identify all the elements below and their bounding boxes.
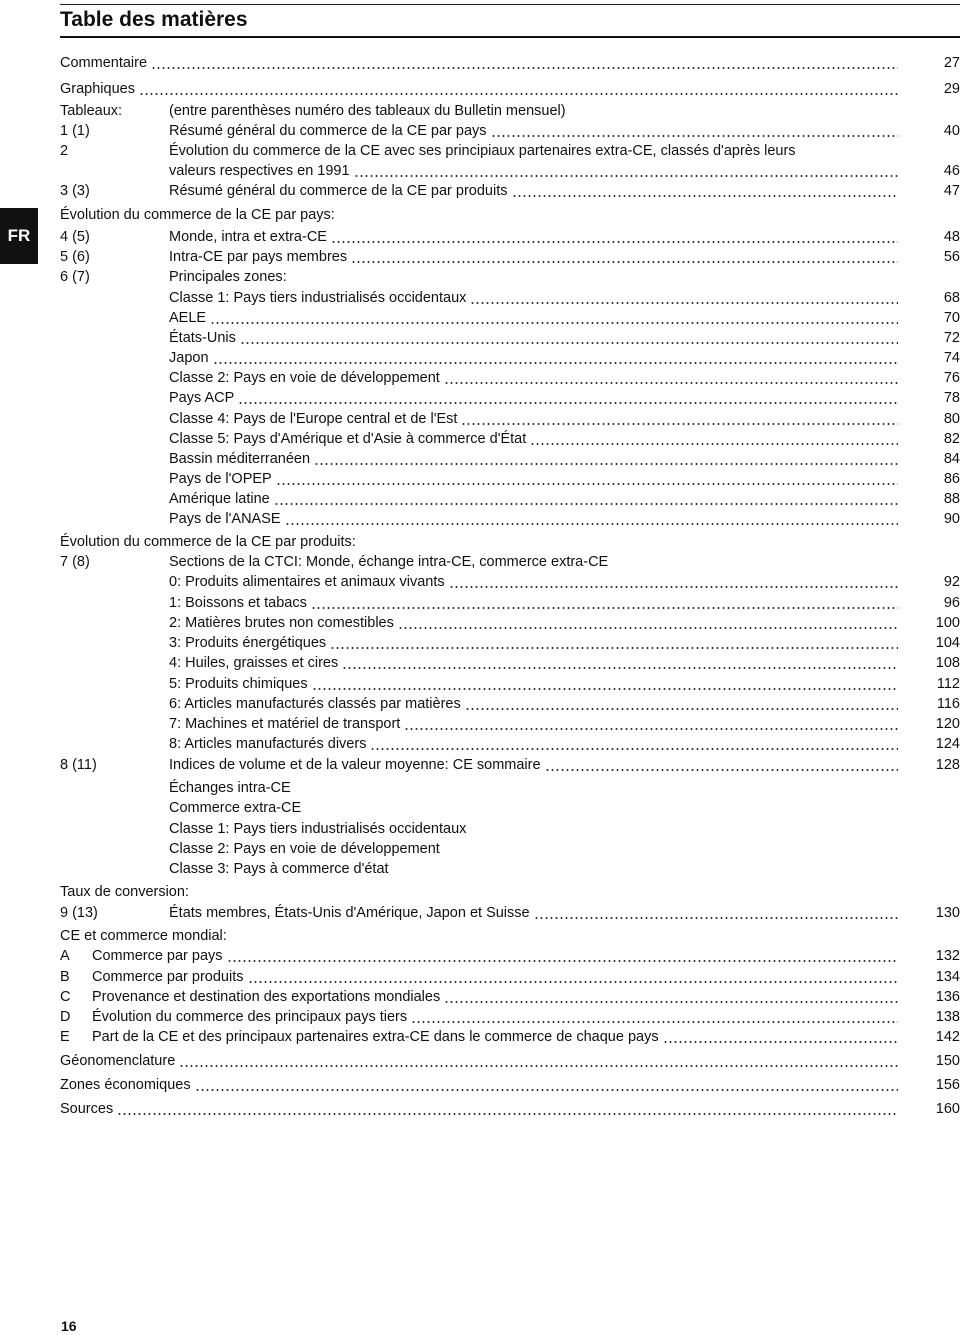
dot-leader: [227, 960, 898, 962]
toc-entry: [60, 448, 960, 470]
toc-entry: [60, 160, 960, 182]
toc-entry-page: 80: [943, 411, 960, 427]
toc-entry-label: Classe 2: Pays en voie de développement: [169, 841, 440, 857]
dot-leader: [330, 647, 898, 649]
toc-entry-label: Bassin méditerranéen: [169, 451, 311, 467]
toc-entry-number: 1 (1): [60, 123, 90, 139]
toc-entry-page: 132: [935, 948, 960, 964]
toc-entry-label: 8: Articles manufacturés divers: [169, 736, 367, 752]
toc-entry: [60, 307, 960, 329]
toc-entry: [60, 78, 960, 100]
toc-entry-number: Tableaux:: [60, 103, 123, 119]
toc-entry: [60, 428, 960, 450]
toc-entry: [60, 592, 960, 614]
toc-entry: [60, 226, 960, 248]
toc-entry-number: Évolution du commerce de la CE par produits:: [60, 534, 356, 550]
dot-leader: [210, 322, 898, 324]
dot-leader: [285, 523, 898, 525]
toc-entry: [60, 986, 960, 1008]
dot-leader: [444, 1001, 898, 1003]
toc-entry: [60, 733, 960, 755]
toc-entry: [60, 347, 960, 369]
toc-entry-label: États-Unis: [169, 330, 236, 346]
toc-entry-label: Intra-CE par pays membres: [169, 249, 348, 265]
dot-leader: [398, 627, 898, 629]
toc-entry: [60, 1098, 960, 1120]
toc-entry-number: C: [60, 989, 71, 1005]
dot-leader: [512, 195, 898, 197]
toc-entry: [60, 408, 960, 430]
toc-entry-page: 78: [943, 390, 960, 406]
dot-leader: [240, 342, 898, 344]
toc-entry-page: 124: [935, 736, 960, 752]
toc-entry: [60, 52, 960, 74]
toc-entry-label: Échanges intra-CE: [169, 780, 291, 796]
toc-entry: [60, 1026, 960, 1048]
toc-entry-number: Taux de conversion:: [60, 884, 189, 900]
toc-entry-label: Résumé général du commerce de la CE par produits: [169, 183, 508, 199]
toc-entry-page: 156: [935, 1077, 960, 1093]
toc-entry-page: 84: [943, 451, 960, 467]
dot-leader: [248, 981, 898, 983]
toc-entry: [60, 508, 960, 530]
page-title: Table des matières: [60, 8, 248, 31]
toc-entry: [60, 902, 960, 924]
toc-entry: [60, 246, 960, 268]
toc-entry: [60, 925, 960, 947]
toc-entry-label: Pays de l'OPEP: [169, 471, 272, 487]
dot-leader: [370, 748, 898, 750]
toc-entry: [60, 551, 960, 573]
toc-entry-label: Pays ACP: [169, 390, 235, 406]
dot-leader: [444, 382, 898, 384]
toc-entry-number: 9 (13): [60, 905, 98, 921]
toc-entry-label: 5: Produits chimiques: [169, 676, 308, 692]
toc-entry: [60, 693, 960, 715]
dot-leader: [411, 1021, 898, 1023]
toc-entry-page: 112: [936, 676, 960, 692]
dot-leader: [151, 67, 898, 69]
toc-entry-label: 7: Machines et matériel de transport: [169, 716, 401, 732]
toc-entry-number: 6 (7): [60, 269, 90, 285]
toc-entry-page: 120: [935, 716, 960, 732]
dot-leader: [534, 917, 898, 919]
dot-leader: [470, 302, 898, 304]
dot-leader: [449, 586, 898, 588]
toc-entry: [60, 1050, 960, 1072]
toc-entry-label: AELE: [169, 310, 207, 326]
toc-entry: [60, 612, 960, 634]
dot-leader: [491, 135, 898, 137]
toc-entry: [60, 945, 960, 967]
toc-entry: [60, 571, 960, 593]
dot-leader: [117, 1113, 898, 1115]
dot-leader: [331, 241, 898, 243]
toc-entry-page: 76: [943, 370, 960, 386]
toc-entry: [60, 673, 960, 695]
toc-entry-page: 92: [943, 574, 960, 590]
toc-entry-number: 2: [60, 143, 69, 159]
dot-leader: [195, 1089, 898, 1091]
dot-leader: [465, 708, 898, 710]
toc-entry-number: B: [60, 969, 70, 985]
toc-entry-page: 138: [935, 1009, 960, 1025]
toc-entry-label: 3: Produits énergétiques: [169, 635, 327, 651]
dot-leader: [213, 362, 898, 364]
toc-entry-page: 116: [936, 696, 960, 712]
toc-entry-page: 56: [943, 249, 960, 265]
toc-entry-label: (entre parenthèses numéro des tableaux du Bulletin mensuel): [169, 103, 566, 119]
toc-entry-page: 40: [943, 123, 960, 139]
toc-entry: [60, 367, 960, 389]
toc-entry-label: Classe 1: Pays tiers industrialisés occidentaux: [169, 290, 467, 306]
toc-entry: [60, 858, 960, 880]
toc-entry: [60, 287, 960, 309]
toc-entry: [60, 100, 960, 122]
toc-entry-page: 29: [943, 81, 960, 97]
toc-entry-label: 0: Produits alimentaires et animaux vivants: [169, 574, 445, 590]
toc-entry-label: Provenance et destination des exportations mondiales: [92, 989, 441, 1005]
toc-entry-number: D: [60, 1009, 71, 1025]
toc-entry-page: 74: [943, 350, 960, 366]
toc-entry: [60, 180, 960, 202]
dot-leader: [274, 503, 898, 505]
toc-entry: [60, 713, 960, 735]
toc-entry: [60, 120, 960, 142]
toc-entry-label: Pays de l'ANASE: [169, 511, 281, 527]
toc-entry: [60, 531, 960, 553]
toc-entry-page: 100: [935, 615, 960, 631]
toc-entry-number: CE et commerce mondial:: [60, 928, 227, 944]
toc-entry: [60, 818, 960, 840]
toc-entry-page: 88: [943, 491, 960, 507]
dot-leader: [545, 769, 898, 771]
toc-entry-page: 47: [943, 183, 960, 199]
toc-entry: [60, 838, 960, 860]
toc-entry-label: Géonomenclature: [60, 1053, 176, 1069]
toc-entry: [60, 632, 960, 654]
toc-entry: [60, 652, 960, 674]
toc-entry-page: 72: [943, 330, 960, 346]
toc-entry-label: Indices de volume et de la valeur moyenne: CE sommaire: [169, 757, 541, 773]
toc-entry: [60, 754, 960, 776]
toc-entry-label: valeurs respectives en 1991: [169, 163, 350, 179]
dot-leader: [530, 443, 898, 445]
toc-entry-page: 128: [935, 757, 960, 773]
toc-entry-label: Zones économiques: [60, 1077, 191, 1093]
dot-leader: [276, 483, 898, 485]
toc-entry-page: 86: [943, 471, 960, 487]
toc-entry-label: Classe 5: Pays d'Amérique et d'Asie à commerce d'État: [169, 431, 527, 447]
toc-entry-page: 70: [943, 310, 960, 326]
toc-entry-label: Résumé général du commerce de la CE par pays: [169, 123, 487, 139]
table-of-contents: [60, 0, 960, 1335]
toc-entry-number: 3 (3): [60, 183, 90, 199]
toc-entry-page: 82: [943, 431, 960, 447]
dot-leader: [314, 463, 898, 465]
toc-entry-label: Graphiques: [60, 81, 135, 97]
toc-entry-label: Sources: [60, 1101, 114, 1117]
toc-entry-number: Évolution du commerce de la CE par pays:: [60, 207, 335, 223]
toc-entry-label: Classe 1: Pays tiers industrialisés occidentaux: [169, 821, 467, 837]
toc-entry: [60, 327, 960, 349]
toc-entry: [60, 387, 960, 409]
toc-entry-label: Principales zones:: [169, 269, 287, 285]
toc-entry-number: A: [60, 948, 70, 964]
toc-entry-page: 68: [943, 290, 960, 306]
dot-leader: [351, 261, 898, 263]
toc-entry-number: E: [60, 1029, 70, 1045]
toc-entry-number: 8 (11): [60, 757, 97, 773]
toc-entry-page: 96: [943, 595, 960, 611]
toc-entry-page: 130: [935, 905, 960, 921]
toc-entry-page: 160: [935, 1101, 960, 1117]
toc-entry-page: 48: [943, 229, 960, 245]
toc-entry-page: 136: [935, 989, 960, 1005]
toc-entry-label: Japon: [169, 350, 209, 366]
dot-leader: [663, 1041, 898, 1043]
language-tab: FR: [0, 208, 38, 264]
toc-entry-label: Part de la CE et des principaux partenaires extra-CE dans le commerce de chaque pays: [92, 1029, 659, 1045]
toc-entry: [60, 881, 960, 903]
toc-entry-page: 150: [935, 1053, 960, 1069]
dot-leader: [238, 402, 898, 404]
dot-leader: [404, 728, 898, 730]
toc-entry-label: Classe 2: Pays en voie de développement: [169, 370, 440, 386]
toc-entry-label: Commerce extra-CE: [169, 800, 302, 816]
toc-entry: [60, 1006, 960, 1028]
toc-entry-page: 90: [943, 511, 960, 527]
toc-entry: [60, 204, 960, 226]
toc-entry-label: 6: Articles manufacturés classés par matières: [169, 696, 461, 712]
toc-entry-page: 142: [935, 1029, 960, 1045]
toc-entry-page: 108: [935, 655, 960, 671]
toc-entry-page: 104: [935, 635, 960, 651]
toc-entry-label: États membres, États-Unis d'Amérique, Japon et Suisse: [169, 905, 530, 921]
dot-leader: [139, 93, 898, 95]
toc-entry: [60, 140, 960, 162]
toc-entry-label: Classe 4: Pays de l'Europe central et de l'Est: [169, 411, 458, 427]
toc-entry-label: Amérique latine: [169, 491, 270, 507]
toc-entry-label: Classe 3: Pays à commerce d'état: [169, 861, 389, 877]
toc-entry-page: 27: [943, 55, 960, 71]
toc-entry-label: Commerce par pays: [92, 948, 223, 964]
footer-page-number: 16: [61, 1318, 77, 1334]
toc-entry-label: Commentaire: [60, 55, 148, 71]
toc-entry: [60, 266, 960, 288]
toc-entry: [60, 468, 960, 490]
toc-entry-label: 4: Huiles, graisses et cires: [169, 655, 339, 671]
dot-leader: [342, 667, 898, 669]
toc-entry-number: 5 (6): [60, 249, 90, 265]
toc-entry: [60, 966, 960, 988]
toc-entry-label: Évolution du commerce de la CE avec ses principiaux partenaires extra-CE, classés d'après leurs: [169, 143, 796, 159]
dot-leader: [311, 607, 898, 609]
toc-entry-page: 46: [943, 163, 960, 179]
toc-entry-label: Monde, intra et extra-CE: [169, 229, 327, 245]
toc-entry: [60, 1074, 960, 1096]
toc-entry-page: 134: [935, 969, 960, 985]
toc-entry: [60, 777, 960, 799]
dot-leader: [179, 1065, 898, 1067]
dot-leader: [461, 423, 898, 425]
dot-leader: [354, 175, 898, 177]
toc-entry: [60, 797, 960, 819]
toc-entry-label: Commerce par produits: [92, 969, 244, 985]
toc-entry-label: 1: Boissons et tabacs: [169, 595, 307, 611]
dot-leader: [312, 688, 898, 690]
toc-entry-label: 2: Matières brutes non comestibles: [169, 615, 394, 631]
toc-entry-label: Sections de la CTCI: Monde, échange intra-CE, commerce extra-CE: [169, 554, 609, 570]
toc-entry-number: 4 (5): [60, 229, 90, 245]
toc-entry-number: 7 (8): [60, 554, 90, 570]
toc-entry-label: Évolution du commerce des principaux pays tiers: [92, 1009, 408, 1025]
toc-entry: [60, 488, 960, 510]
